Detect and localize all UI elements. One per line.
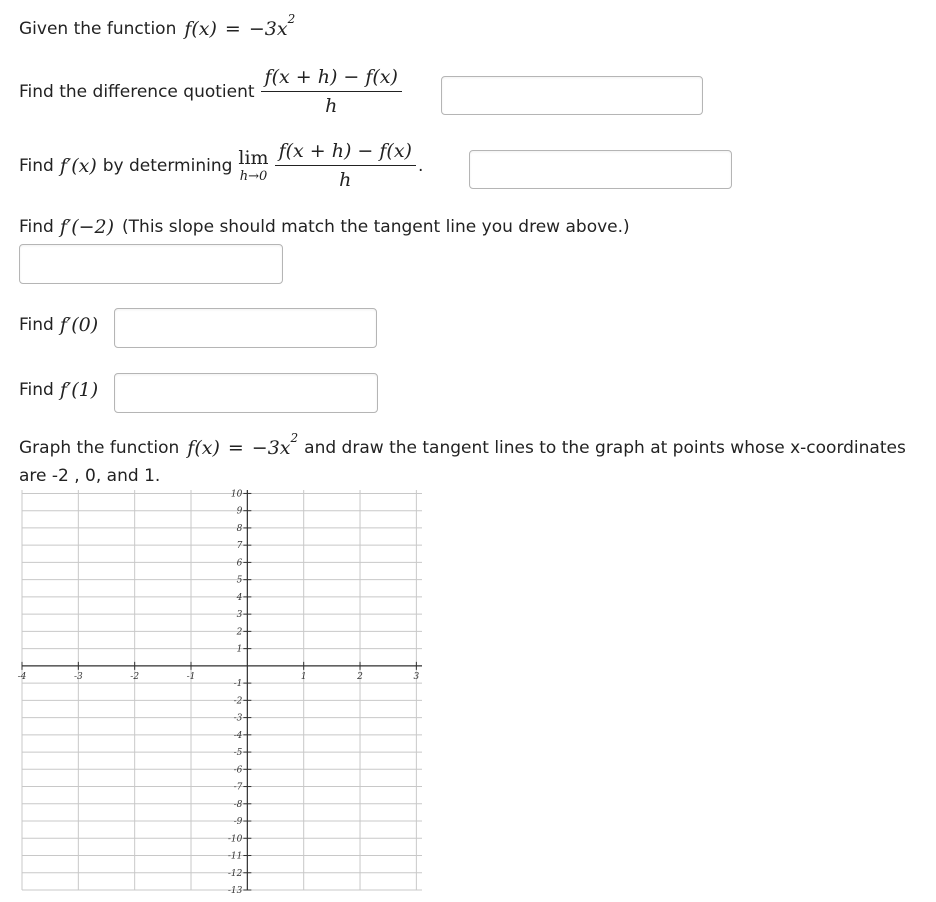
y-tick-label: 4 bbox=[236, 592, 243, 603]
y-tick-label: 7 bbox=[236, 541, 243, 552]
fprime-1-line bbox=[19, 379, 98, 401]
graph-prompt-eq: = bbox=[227, 437, 244, 459]
graph-canvas[interactable] bbox=[17, 488, 430, 896]
y-tick-label: 9 bbox=[236, 506, 243, 517]
graph-prompt-line2-text: are -2 , 0, and 1. bbox=[19, 466, 161, 486]
y-tick-label: 6 bbox=[236, 558, 243, 569]
y-tick-label: 5 bbox=[236, 575, 243, 586]
y-tick-label: 8 bbox=[236, 523, 243, 534]
graph-prompt-fname: f(x) bbox=[187, 437, 220, 459]
fprime-neg2-input[interactable] bbox=[19, 244, 283, 284]
q2-fprime: f′(x) bbox=[59, 154, 97, 177]
fprime-neg2-line bbox=[19, 216, 630, 238]
fprime-1-input[interactable] bbox=[114, 373, 378, 413]
difference-quotient-line bbox=[19, 66, 408, 117]
q1-fraction bbox=[261, 66, 402, 117]
graph-prompt-pre: Graph the function bbox=[19, 438, 180, 458]
y-tick-label: 10 bbox=[230, 489, 243, 500]
y-tick-label: 2 bbox=[236, 627, 243, 638]
graph-prompt-post: and draw the tangent lines to the graph at points whose x-coordinates bbox=[304, 438, 906, 458]
given-function-line bbox=[19, 12, 296, 40]
q2-lim-sub: h→0 bbox=[239, 169, 268, 184]
y-tick-label: -13 bbox=[227, 886, 243, 896]
graph-prompt-rhs: −3x bbox=[251, 437, 291, 459]
q2-label-pre: Find bbox=[19, 155, 54, 176]
q4-label-pre: Find bbox=[19, 315, 54, 335]
x-tick-label: 2 bbox=[357, 671, 363, 682]
q3-fprime: f′(−2) bbox=[59, 216, 115, 238]
q2-limit bbox=[238, 147, 268, 184]
given-fname: f(x) bbox=[184, 18, 217, 40]
y-tick-label: -11 bbox=[227, 851, 243, 862]
y-tick-label: 3 bbox=[236, 610, 243, 621]
q4-fprime: f′(0) bbox=[59, 314, 99, 336]
x-tick-label: -3 bbox=[73, 671, 83, 682]
q1-label: Find the difference quotient bbox=[19, 81, 255, 102]
fprime-0-input[interactable] bbox=[114, 308, 377, 348]
y-tick-label: 1 bbox=[236, 644, 243, 655]
y-tick-label: -1 bbox=[233, 679, 243, 690]
q2-denominator: h bbox=[339, 169, 352, 191]
q1-denominator: h bbox=[325, 95, 338, 117]
y-tick-label: -5 bbox=[233, 748, 243, 759]
difference-quotient-input[interactable] bbox=[441, 76, 703, 115]
q5-label-pre: Find bbox=[19, 380, 54, 400]
graph-prompt-line1 bbox=[19, 431, 906, 459]
q3-label-pre: Find bbox=[19, 217, 54, 237]
given-eq: = bbox=[224, 18, 241, 40]
y-tick-label: -9 bbox=[233, 817, 243, 828]
graph-prompt-exp: 2 bbox=[290, 431, 299, 445]
q2-numerator: f(x + h) − f(x) bbox=[275, 140, 416, 166]
derivative-input[interactable] bbox=[469, 150, 732, 189]
y-tick-label: -2 bbox=[233, 696, 243, 707]
q1-numerator: f(x + h) − f(x) bbox=[261, 66, 402, 92]
y-tick-label: -7 bbox=[233, 782, 243, 793]
x-tick-label: 3 bbox=[413, 671, 420, 682]
x-tick-label: -4 bbox=[17, 671, 27, 682]
q3-label-post: (This slope should match the tangent line you drew above.) bbox=[122, 217, 630, 237]
q2-dot: . bbox=[417, 155, 424, 176]
y-tick-label: -6 bbox=[233, 765, 243, 776]
x-tick-label: 1 bbox=[300, 671, 307, 682]
y-tick-label: -12 bbox=[227, 868, 243, 879]
q2-fraction bbox=[275, 140, 416, 191]
given-rhs: −3x bbox=[248, 18, 288, 40]
q5-fprime: f′(1) bbox=[59, 379, 99, 401]
x-tick-label: -1 bbox=[186, 671, 196, 682]
derivative-limit-line bbox=[19, 140, 423, 191]
y-tick-label: -8 bbox=[233, 799, 243, 810]
graph-prompt-line2 bbox=[19, 466, 160, 486]
x-tick-label: -2 bbox=[130, 671, 140, 682]
y-tick-label: -4 bbox=[233, 730, 243, 741]
given-prefix: Given the function bbox=[19, 19, 177, 39]
q2-lim-text: lim bbox=[238, 147, 269, 169]
y-tick-label: -3 bbox=[233, 713, 243, 724]
y-tick-label: -10 bbox=[227, 834, 243, 845]
fprime-0-line bbox=[19, 314, 98, 336]
given-exp: 2 bbox=[287, 12, 296, 26]
q2-label-mid: by determining bbox=[102, 155, 233, 176]
